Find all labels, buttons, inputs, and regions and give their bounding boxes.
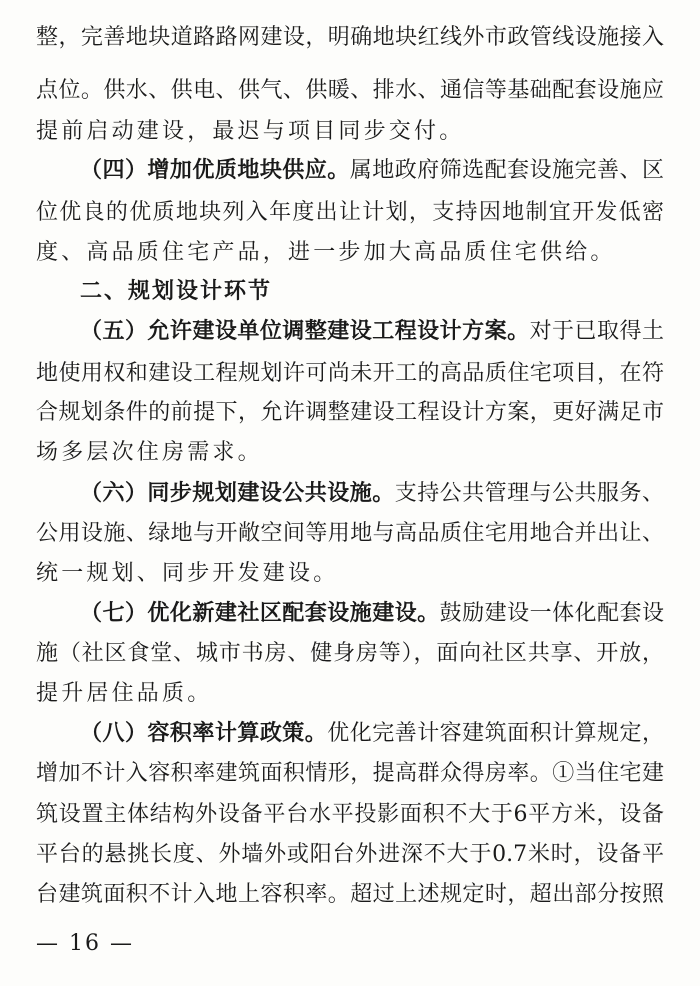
paragraph-line	[36, 354, 664, 394]
paragraph-line	[36, 875, 664, 915]
line-text: 增加不计入容积率建筑面积情形，提高群众得房率。①当住宅建	[36, 761, 664, 786]
line-text: 点位。供水、供电、供气、供暖、排水、通信等基础配套设施应	[36, 78, 664, 103]
line-text: 鼓励建设一体化配套设	[439, 601, 664, 626]
line-text: 属地政府筛选配套设施完善、区	[349, 158, 664, 183]
paragraph-line	[36, 112, 664, 152]
section-title-7: （七）优化新建社区配套设施建设。	[80, 601, 440, 626]
paragraph-line	[36, 634, 664, 674]
line-text: 台建筑面积不计入地上容积率。超过上述规定时，超出部分按照	[36, 882, 664, 907]
line-text: 度、高品质住宅产品，进一步加大高品质住宅供给。	[36, 240, 616, 265]
chapter-heading-text: 二、规划设计环节	[80, 279, 273, 304]
line-text: 位优良的优质地块列入年度出让计划，支持因地制宜开发低密	[36, 200, 664, 225]
chapter-heading	[80, 272, 664, 312]
line-text: 平台的悬挑长度、外墙外或阳台外进深不大于0.7米时，设备平	[36, 842, 664, 867]
line-text: 筑设置主体结构外设备平台水平投影面积不大于6平方米，设备	[36, 802, 664, 827]
page-number: — 16 —	[36, 931, 134, 956]
paragraph-line	[36, 233, 664, 273]
line-text: 整，完善地块道路路网建设，明确地块红线外市政管线设施接入	[36, 25, 664, 50]
paragraph-line	[80, 151, 664, 191]
section-title-4: （四）增加优质地块供应。	[80, 158, 350, 183]
paragraph-line	[36, 393, 664, 433]
section-title-8: （八）容积率计算政策。	[80, 721, 328, 746]
section-title-5: （五）允许建设单位调整建设工程设计方案。	[80, 319, 530, 344]
section-title-6: （六）同步规划建设公共设施。	[80, 481, 395, 506]
paragraph-line	[36, 71, 664, 111]
paragraph-line	[36, 554, 664, 594]
line-text: 支持公共管理与公共服务、	[394, 481, 664, 506]
line-text: 对于已取得土	[529, 319, 664, 344]
paragraph-line	[36, 754, 664, 794]
line-text: 施（社区食堂、城市书房、健身房等），面向社区共享、开放，	[36, 641, 664, 666]
line-text: 提前启动建设，最迟与项目同步交付。	[36, 119, 465, 144]
paragraph-line	[36, 514, 664, 554]
line-text: 统一规划、同步开发建设。	[36, 561, 339, 586]
line-text: 优化完善计容建筑面积计算规定，	[327, 721, 664, 746]
line-text: 提升居住品质。	[36, 681, 213, 706]
paragraph-line	[36, 18, 664, 58]
line-text: 公用设施、绿地与开敞空间等用地与高品质住宅用地合并出让、	[36, 521, 664, 546]
line-text: 地使用权和建设工程规划许可尚未开工的高品质住宅项目，在符	[36, 361, 664, 386]
paragraph-line	[80, 474, 664, 514]
paragraph-line	[36, 835, 664, 875]
line-text: 场多层次住房需求。	[36, 440, 263, 465]
paragraph-line	[36, 193, 664, 233]
paragraph-line	[36, 674, 664, 714]
paragraph-line	[36, 433, 664, 473]
paragraph-line	[80, 594, 664, 634]
paragraph-line	[80, 714, 664, 754]
paragraph-line	[36, 795, 664, 835]
line-text: 合规划条件的前提下，允许调整建设工程设计方案，更好满足市	[36, 400, 664, 425]
paragraph-line	[80, 312, 664, 352]
